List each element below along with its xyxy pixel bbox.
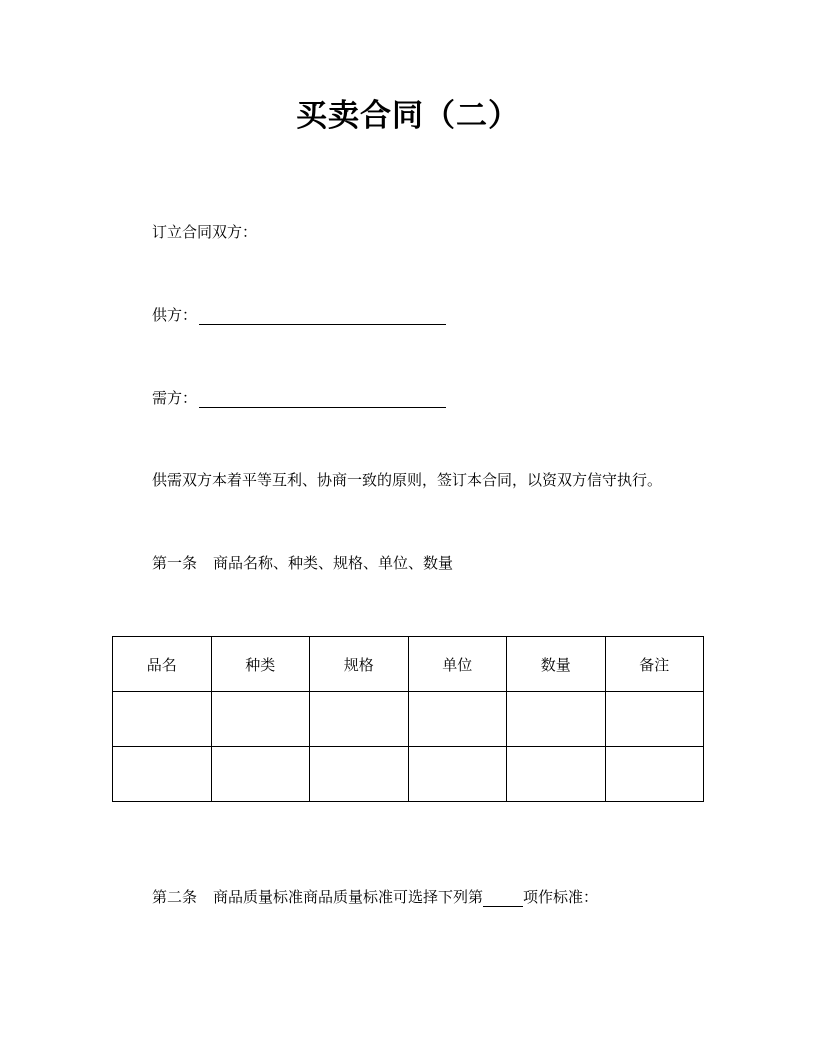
article-2-text-before: 商品质量标准商品质量标准可选择下列第 bbox=[213, 888, 484, 906]
col-header-quantity: 数量 bbox=[507, 637, 606, 692]
table-cell bbox=[507, 692, 606, 747]
table-cell bbox=[408, 692, 507, 747]
document-title: 买卖合同（二） bbox=[296, 98, 520, 134]
supplier-blank bbox=[199, 307, 446, 325]
article-2-number: 第二条 bbox=[152, 888, 198, 906]
table-cell bbox=[211, 692, 310, 747]
col-header-spec: 规格 bbox=[310, 637, 409, 692]
col-header-unit: 单位 bbox=[408, 637, 507, 692]
table-cell bbox=[605, 747, 704, 802]
table-cell bbox=[113, 747, 212, 802]
table-cell bbox=[605, 692, 704, 747]
table-cell bbox=[408, 747, 507, 802]
table-cell bbox=[310, 747, 409, 802]
table-cell bbox=[507, 747, 606, 802]
col-header-remarks: 备注 bbox=[605, 637, 704, 692]
supplier-line bbox=[152, 305, 446, 325]
table-cell bbox=[310, 692, 409, 747]
buyer-label: 需方： bbox=[152, 389, 198, 407]
goods-table-header-row bbox=[113, 637, 704, 692]
goods-table bbox=[112, 636, 704, 802]
article-2-text-after: 项作标准： bbox=[523, 888, 599, 906]
preamble: 供需双方本着平等互利、协商一致的原则，签订本合同，以资双方信守执行。 bbox=[152, 471, 663, 489]
table-cell bbox=[113, 692, 212, 747]
table-row bbox=[113, 747, 704, 802]
standard-item-blank bbox=[483, 889, 523, 907]
supplier-label: 供方： bbox=[152, 306, 198, 324]
article-1-heading bbox=[152, 553, 453, 573]
article-1-title: 商品名称、种类、规格、单位、数量 bbox=[213, 554, 454, 572]
col-header-type: 种类 bbox=[211, 637, 310, 692]
article-1-number: 第一条 bbox=[152, 554, 198, 572]
col-header-name: 品名 bbox=[113, 637, 212, 692]
buyer-line bbox=[152, 388, 446, 408]
table-cell bbox=[211, 747, 310, 802]
article-2-heading bbox=[152, 887, 598, 907]
buyer-blank bbox=[199, 390, 446, 408]
table-row bbox=[113, 692, 704, 747]
parties-intro: 订立合同双方： bbox=[152, 223, 258, 241]
